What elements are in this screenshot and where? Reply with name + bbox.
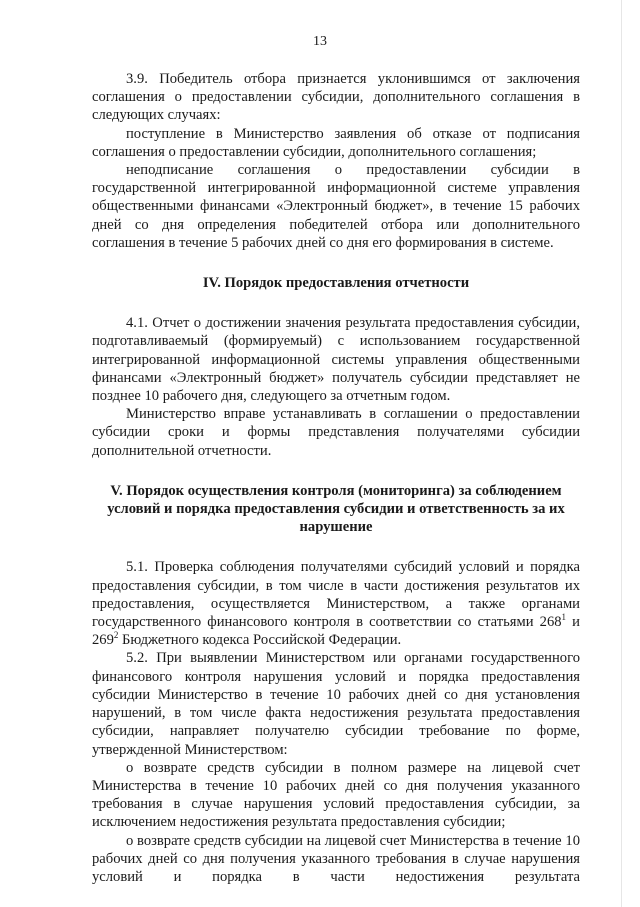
paragraph-case-2: неподписание соглашения о предоставлении субсидии в государственной интегрированной информационной системе управления общественными финансами «Электронный бюджет», в течение 15 рабочих дней со дня определения победителей отбора или дополнительного соглашения в течение 5 рабочих дней со дня его формирования в системе. [92,162,580,251]
paragraph-5-1 [92,558,580,649]
paragraph-return-partial: о возврате средств субсидии на лицевой счет Министерства в течение 10 рабочих дней со дня получения указанного требования в случае нарушения условий и порядка в части недостижения результата [92,832,580,885]
paragraph-3-9: 3.9. Победитель отбора признается уклонившимся от заключения соглашения о предоставлении субсидии, дополнительного соглашения в следующих случаях: [92,71,580,124]
paragraph-5-1-main: 5.1. Проверка соблюдения получателями субсидий условий и порядка предоставления субсидии, в том числе в части достижения результатов их предоставления, осуществляется Министерством, а также органами государственного финансового контроля в соответствии со статьями 268 [92,559,580,631]
paragraph-5-1-mid: и 269 [92,614,580,649]
section-5-heading: V. Порядок осуществления контроля (мониторинга) за соблюдением условий и порядка предоставления субсидии и ответственность за их нарушение [107,482,565,536]
page-number: 13 [313,34,327,49]
paragraph-4-extra: Министерство вправе устанавливать в соглашении о предоставлении субсидии сроки и формы представления получателями субсидии дополнительной отчетности. [92,406,580,459]
paragraph-4-1: 4.1. Отчет о достижении значения результата предоставления субсидии, подготавливаемый (формируемый) с использованием государственной интегрированной информационной системы управления общественными финансами «Электронный бюджет» получатель субсидии представляет не позднее 10 рабочего дня, следующего за отчетным годом. [92,315,580,405]
page-content [92,70,580,886]
superscript-2: 2 [113,630,119,641]
paragraph-5-1-end: Бюджетного кодекса Российской Федерации. [118,632,402,649]
scan-edge [621,0,622,907]
superscript-1: 1 [561,612,567,623]
paragraph-case-1: поступление в Министерство заявления об отказе от подписания соглашения о предоставлении субсидии, дополнительного соглашения; [92,125,580,160]
paragraph-return-full: о возврате средств субсидии в полном размере на лицевой счет Министерства в течение 10 рабочих дней со дня получения указанного требования в случае нарушения условий предоставления субсидии, за исключением недостижения результата предоставления субсидии; [92,759,580,831]
section-4-heading: IV. Порядок предоставления отчетности [202,275,470,292]
paragraph-5-2: 5.2. При выявлении Министерством или органами государственного финансового контроля нарушения условий и порядка предоставления субсидии Министерство в течение 10 рабочих дней со дня установления нарушений, в том числе факта недостижения результата предоставления субсидии, направляет получателю субсидии требование по форме, утвержденной Министерством: [92,650,580,758]
